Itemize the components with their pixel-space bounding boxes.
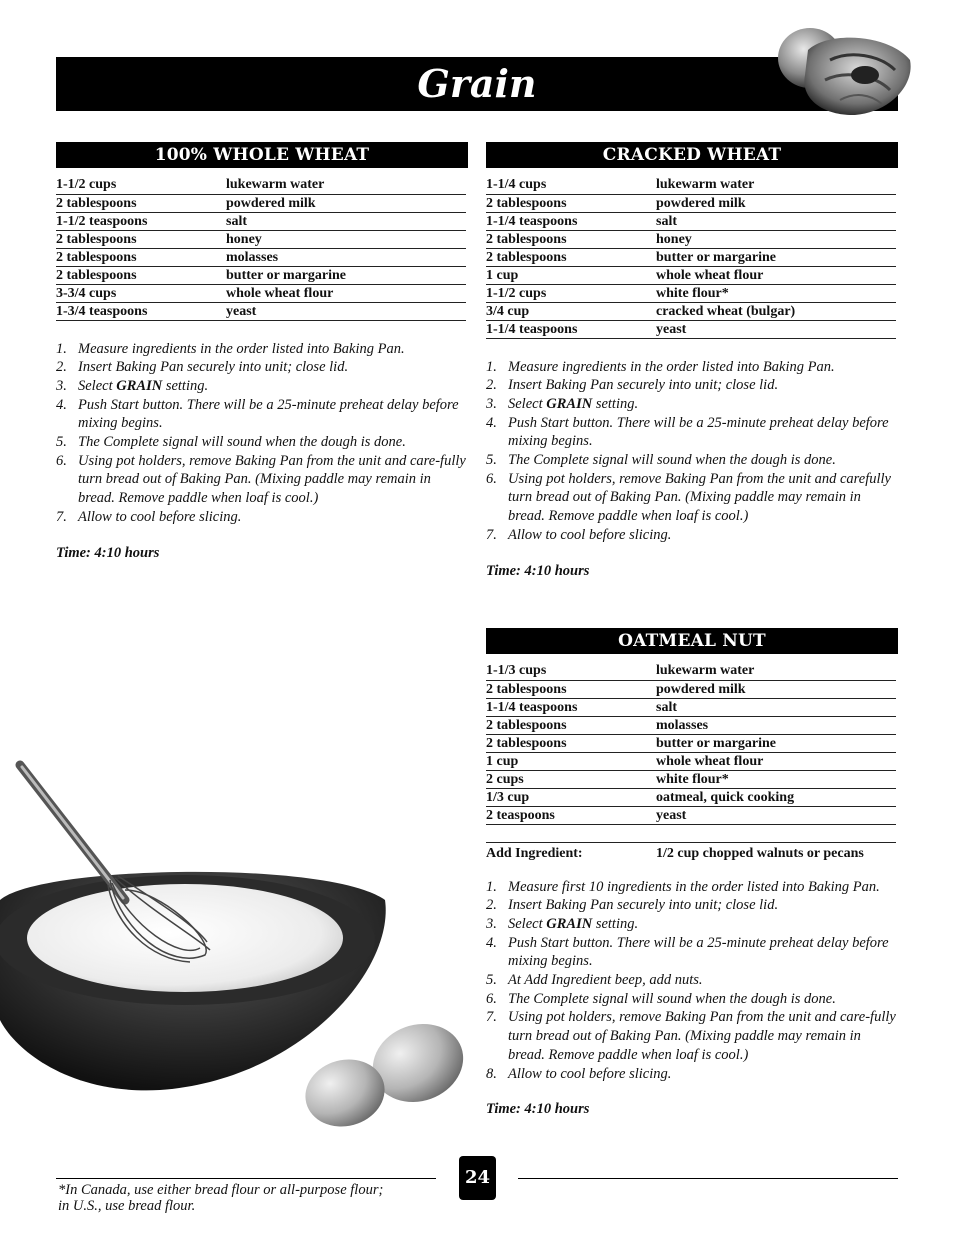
ingredient-quantity: 1-1/4 teaspoons <box>486 321 578 337</box>
ingredients-table <box>486 662 896 862</box>
step-number: 5. <box>486 972 497 989</box>
ingredient-row <box>486 752 896 770</box>
ingredient-name: salt <box>656 699 677 715</box>
ingredient-row <box>56 194 466 212</box>
ingredient-quantity: 1-1/2 cups <box>486 285 547 301</box>
step-text: Using pot holders, remove Baking Pan from the unit and care-fully turn bread out of Baking Pan. (Mixing paddle may remain in bread. Remove paddle when loaf is cool.) <box>78 452 466 507</box>
ingredient-name: butter or margarine <box>656 249 777 265</box>
ingredient-name: cracked wheat (bulgar) <box>656 303 796 319</box>
step-text: Insert Baking Pan securely into unit; close lid. <box>78 359 349 376</box>
step-number: 4. <box>56 396 67 413</box>
ingredient-row <box>56 266 466 284</box>
instruction-step <box>56 396 468 433</box>
ingredient-name: yeast <box>656 321 687 337</box>
instruction-step <box>56 340 468 359</box>
ingredient-row <box>486 770 896 788</box>
bake-time: Time: 4:10 hours <box>486 1101 590 1118</box>
instruction-step <box>486 451 898 470</box>
ingredient-quantity: 3-3/4 cups <box>56 285 117 301</box>
add-ingredient-value: 1/2 cup chopped walnuts or pecans <box>656 845 864 861</box>
instructions-list <box>56 340 468 527</box>
instruction-step <box>486 470 898 526</box>
step-text: Insert Baking Pan securely into unit; close lid. <box>508 897 779 914</box>
step-number: 4. <box>486 934 497 951</box>
step-number: 6. <box>486 990 497 1007</box>
ingredient-name: molasses <box>226 249 279 265</box>
step-number: 2. <box>56 359 67 376</box>
recipe-title: 100% WHOLE WHEAT <box>56 142 468 168</box>
recipe-cracked-wheat <box>486 142 898 580</box>
ingredient-row <box>486 788 896 806</box>
ingredient-quantity: 2 tablespoons <box>486 249 567 265</box>
step-number: 1. <box>486 358 497 375</box>
recipe-oatmeal-nut <box>486 628 898 1118</box>
step-number: 5. <box>56 434 67 451</box>
step-text: Allow to cool before slicing. <box>508 1065 672 1082</box>
ingredient-quantity: 2 cups <box>486 771 524 787</box>
ingredient-quantity: 2 tablespoons <box>486 735 567 751</box>
footnote <box>58 1182 438 1214</box>
ingredient-quantity: 1-1/2 cups <box>56 177 117 193</box>
ingredient-name: powdered milk <box>656 195 746 211</box>
footnote-line: *In Canada, use either bread flour or all-purpose flour; <box>58 1182 384 1198</box>
ingredient-row <box>56 230 466 248</box>
instruction-step <box>486 526 898 545</box>
ingredient-quantity: 1-1/4 teaspoons <box>486 213 578 229</box>
instruction-step <box>486 376 898 395</box>
step-text: setting. <box>162 377 209 394</box>
ingredient-quantity: 1-1/3 cups <box>486 663 547 679</box>
step-text: The Complete signal will sound when the dough is done. <box>78 434 406 451</box>
instruction-step <box>486 971 898 990</box>
step-number: 8. <box>486 1065 497 1082</box>
ingredient-quantity: 1-1/4 teaspoons <box>486 699 578 715</box>
ingredient-row <box>56 302 466 320</box>
ingredient-row <box>486 212 896 230</box>
instruction-step <box>56 358 468 377</box>
instruction-step <box>486 878 898 897</box>
ingredient-row <box>486 266 896 284</box>
step-text: Measure first 10 ingredients in the order listed into Baking Pan. <box>508 878 880 895</box>
ingredient-name: salt <box>656 213 677 229</box>
ingredient-row <box>486 248 896 266</box>
ingredient-quantity: 2 tablespoons <box>56 231 137 247</box>
step-text: Select <box>78 377 117 394</box>
step-text: Using pot holders, remove Baking Pan from the unit and carefully turn bread out of Baking Pan. (Mixing paddle may remain in bread. Remove paddle when loaf is cool.) <box>508 470 891 525</box>
instruction-step <box>486 395 898 414</box>
ingredient-row <box>486 698 896 716</box>
step-text: Measure ingredients in the order listed into Baking Pan. <box>78 340 405 357</box>
step-number: 6. <box>56 452 67 469</box>
ingredient-row <box>486 302 896 320</box>
instruction-step <box>486 990 898 1009</box>
ingredient-name: lukewarm water <box>226 177 325 193</box>
ingredient-row <box>486 734 896 752</box>
footnote-line: in U.S., use bread flour. <box>58 1198 196 1214</box>
ingredient-row <box>486 806 896 824</box>
ingredient-name: honey <box>656 231 692 247</box>
step-number: 7. <box>486 1009 497 1026</box>
ingredient-name: white flour* <box>656 771 729 787</box>
step-text: Push Start button. There will be a 25-minute preheat delay before mixing begins. <box>508 934 889 970</box>
ingredient-row <box>486 320 896 338</box>
ingredient-row <box>56 212 466 230</box>
ingredient-quantity: 1-1/2 teaspoons <box>56 213 148 229</box>
ingredient-quantity: 2 tablespoons <box>486 231 567 247</box>
ingredient-name: butter or margarine <box>656 735 777 751</box>
recipe-whole-wheat <box>56 142 468 562</box>
ingredient-row <box>486 716 896 734</box>
step-number: 1. <box>486 878 497 895</box>
instructions-list <box>486 358 898 545</box>
ingredient-name: honey <box>226 231 262 247</box>
ingredient-quantity: 1 cup <box>486 267 519 283</box>
step-text: Select <box>508 915 547 932</box>
ingredient-row <box>56 176 466 194</box>
instruction-step <box>486 1065 898 1084</box>
step-text: Push Start button. There will be a 25-minute preheat delay before mixing begins. <box>78 396 459 432</box>
step-text: Measure ingredients in the order listed into Baking Pan. <box>508 358 835 375</box>
ingredient-quantity: 2 tablespoons <box>56 267 137 283</box>
page-number: 24 <box>459 1156 496 1200</box>
ingredients-table <box>56 176 466 321</box>
ingredient-name: whole wheat flour <box>226 285 334 301</box>
ingredient-quantity: 1 cup <box>486 753 519 769</box>
step-text: Allow to cool before slicing. <box>508 526 672 543</box>
ingredient-name: yeast <box>656 807 687 823</box>
ingredient-name: powdered milk <box>226 195 316 211</box>
ingredient-name: white flour* <box>656 285 729 301</box>
instructions-list <box>486 878 898 1084</box>
instruction-step <box>486 896 898 915</box>
step-number: 3. <box>486 915 497 932</box>
instruction-step <box>56 508 468 527</box>
add-ingredient-row <box>486 842 896 862</box>
step-text: At Add Ingredient beep, add nuts. <box>508 972 703 989</box>
step-text: Push Start button. There will be a 25-minute preheat delay before mixing begins. <box>508 414 889 450</box>
step-text: Using pot holders, remove Baking Pan from the unit and care-fully turn bread out of Baking Pan. (Mixing paddle may remain in bread. Remove paddle when loaf is cool.) <box>508 1009 896 1063</box>
instruction-step <box>486 934 898 971</box>
footer-rule <box>56 1178 436 1179</box>
step-number: 6. <box>486 470 497 487</box>
ingredient-row <box>486 284 896 302</box>
instruction-step <box>486 1008 898 1064</box>
instruction-step <box>56 377 468 396</box>
bake-time: Time: 4:10 hours <box>56 544 160 561</box>
step-text: setting. <box>592 395 639 412</box>
ingredient-name: lukewarm water <box>656 177 755 193</box>
bowl-whisk-eggs-image <box>0 750 470 1145</box>
setting-name: GRAIN <box>116 377 163 394</box>
ingredient-quantity: 1-1/4 cups <box>486 177 547 193</box>
ingredient-quantity: 2 teaspoons <box>486 807 555 823</box>
step-number: 2. <box>486 377 497 394</box>
table-spacer <box>486 824 896 842</box>
step-number: 5. <box>486 452 497 469</box>
step-number: 4. <box>486 414 497 431</box>
step-text: The Complete signal will sound when the dough is done. <box>508 990 836 1007</box>
instruction-step <box>56 433 468 452</box>
instruction-step <box>486 358 898 377</box>
step-number: 3. <box>486 395 497 412</box>
ingredient-name: oatmeal, quick cooking <box>656 789 795 805</box>
step-text: Allow to cool before slicing. <box>78 508 242 525</box>
bread-image <box>770 20 915 118</box>
ingredient-quantity: 2 tablespoons <box>486 681 567 697</box>
ingredient-quantity: 2 tablespoons <box>56 249 137 265</box>
ingredients-table <box>486 176 896 339</box>
instruction-step <box>486 414 898 451</box>
ingredient-quantity: 1/3 cup <box>486 789 530 805</box>
ingredient-name: whole wheat flour <box>656 753 764 769</box>
step-text: Select <box>508 395 547 412</box>
ingredient-name: butter or margarine <box>226 267 347 283</box>
bake-time: Time: 4:10 hours <box>486 562 590 579</box>
ingredient-quantity: 2 tablespoons <box>56 195 137 211</box>
recipe-title: CRACKED WHEAT <box>486 142 898 168</box>
instruction-step <box>56 452 468 508</box>
ingredient-name: salt <box>226 213 247 229</box>
ingredient-name: molasses <box>656 717 709 733</box>
ingredient-name: powdered milk <box>656 681 746 697</box>
ingredient-name: whole wheat flour <box>656 267 764 283</box>
step-number: 2. <box>486 897 497 914</box>
ingredient-row <box>486 194 896 212</box>
add-ingredient-label: Add Ingredient: <box>486 845 583 861</box>
step-number: 7. <box>56 508 67 525</box>
setting-name: GRAIN <box>546 915 593 932</box>
ingredient-quantity: 3/4 cup <box>486 303 530 319</box>
setting-name: GRAIN <box>546 395 593 412</box>
ingredient-row <box>486 680 896 698</box>
page-title: Grain <box>417 61 537 106</box>
ingredient-name: lukewarm water <box>656 663 755 679</box>
footer-rule <box>518 1178 898 1179</box>
step-text: The Complete signal will sound when the dough is done. <box>508 452 836 469</box>
step-text: Insert Baking Pan securely into unit; close lid. <box>508 377 779 394</box>
ingredient-row <box>486 230 896 248</box>
step-number: 7. <box>486 526 497 543</box>
recipe-title: OATMEAL NUT <box>486 628 898 654</box>
ingredient-quantity: 2 tablespoons <box>486 717 567 733</box>
ingredient-row <box>56 284 466 302</box>
step-number: 3. <box>56 377 67 394</box>
instruction-step <box>486 915 898 934</box>
ingredient-row <box>486 176 896 194</box>
step-text: setting. <box>592 915 639 932</box>
ingredient-name: yeast <box>226 303 257 319</box>
ingredient-row <box>56 248 466 266</box>
ingredient-quantity: 2 tablespoons <box>486 195 567 211</box>
step-number: 1. <box>56 340 67 357</box>
ingredient-row <box>486 662 896 680</box>
ingredient-quantity: 1-3/4 teaspoons <box>56 303 148 319</box>
